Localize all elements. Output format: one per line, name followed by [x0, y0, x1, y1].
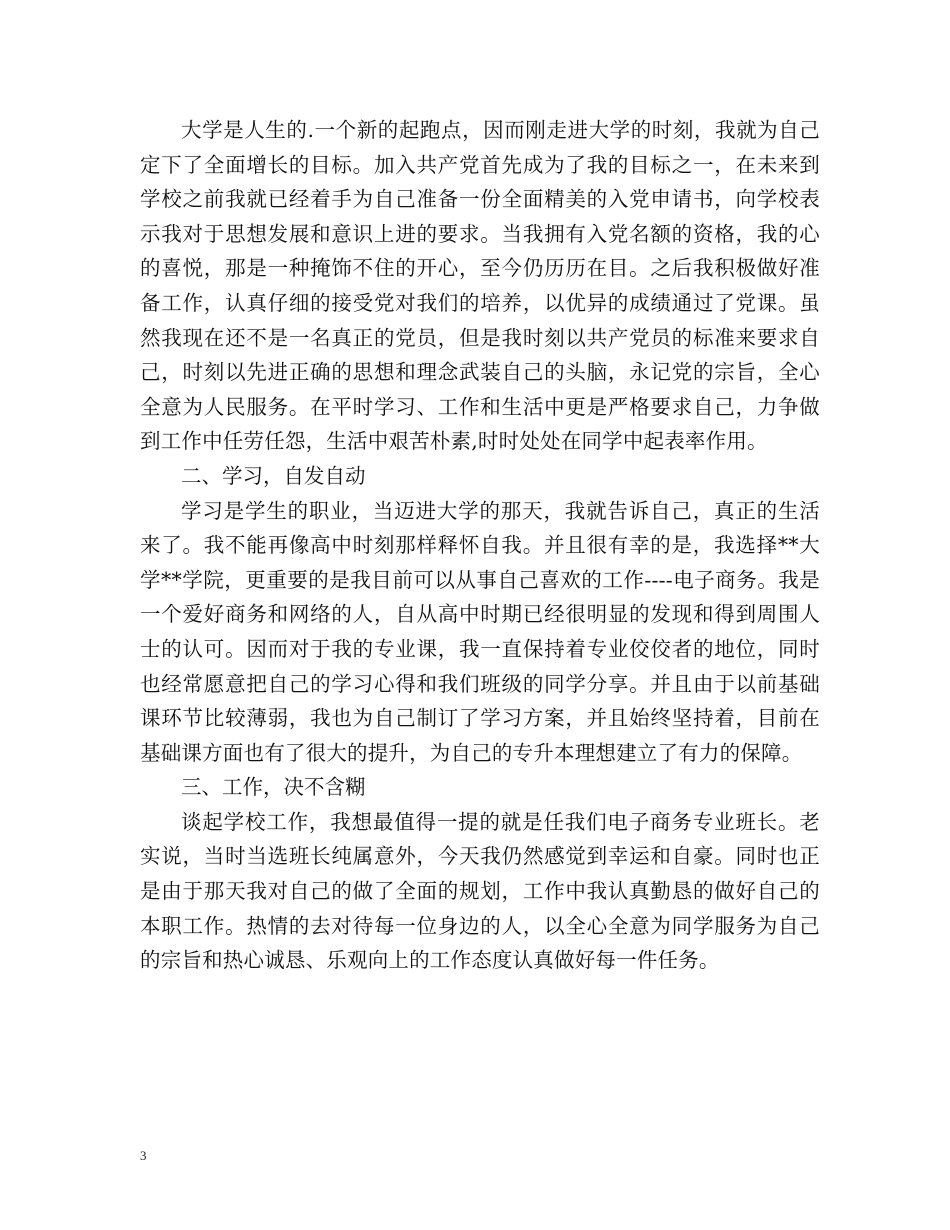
section-heading-work: 三、工作，决不含糊 [181, 775, 366, 800]
document-body [140, 113, 820, 978]
paragraph-work: 谈起学校工作，我想最值得一提的就是任我们电子商务专业班长。老实说，当时当选班长纯属意外，今天我仍然感觉到幸运和自豪。同时也正是由于那天我对自己的做了全面的规划，工作中我认真勤恳的做好自己的本职工作。热情的去对待每一位身边的人，以全心全意为同学服务为自己的宗旨和热心诚恳、乐观向上的工作态度认真做好每一件任务。 [140, 809, 820, 973]
section-heading-study: 二、学习，自发自动 [181, 463, 366, 488]
paragraph-study: 学习是学生的职业，当迈进大学的那天，我就告诉自己，真正的生活来了。我不能再像高中时刻那样释怀自我。并且很有幸的是，我选择**大学**学院，更重要的是我目前可以从事自己喜欢的工作----电子商务。我是一个爱好商务和网络的人，自从高中时期已经很明显的发现和得到周围人士的认可。因而对于我的专业课，我一直保持着专业佼佼者的地位，同时也经常愿意把自己的学习心得和我们班级的同学分享。并且由于以前基础课环节比较薄弱，我也为自己制订了学习方案，并且始终坚持着，目前在基础课方面也有了很大的提升，为自己的专升本理想建立了有力的保障。 [140, 498, 820, 765]
page-number: 3 [140, 1148, 147, 1163]
paragraph-party-goal: 大学是人生的.一个新的起跑点，因而刚走进大学的时刻，我就为自己定下了全面增长的目标。加入共产党首先成为了我的目标之一，在未来到学校之前我就已经着手为自己准备一份全面精美的入党申请书，向学校表示我对于思想发展和意识上进的要求。当我拥有入党名额的资格，我的心的喜悦，那是一种掩饰不住的开心，至今仍历历在目。之后我积极做好准备工作，认真仔细的接受党对我们的培养，以优异的成绩通过了党课。虽然我现在还不是一名真正的党员，但是我时刻以共产党员的标准来要求自己，时刻以先进正确的思想和理念武装自己的头脑，永记党的宗旨，全心全意为人民服务。在平时学习、工作和生活中更是严格要求自己，力争做到工作中任劳任怨，生活中艰苦朴素,时时处处在同学中起表率作用。 [140, 118, 820, 454]
